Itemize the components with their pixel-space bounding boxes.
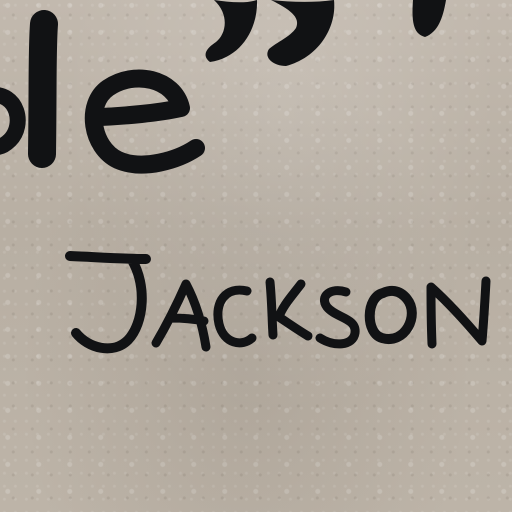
jackson-letter-c <box>218 290 252 343</box>
jackson-letter-s <box>320 291 355 344</box>
jackson-letter-a <box>156 284 206 347</box>
jackson-letter-k <box>270 282 308 336</box>
cropped-ink-mark <box>413 0 447 37</box>
top-partial-b <box>0 95 18 147</box>
jackson-letter-j <box>70 256 146 348</box>
closing-quote-right <box>267 0 334 66</box>
jackson-letter-o <box>370 291 412 339</box>
top-letter-l <box>42 24 44 154</box>
top-letter-e <box>94 78 196 164</box>
jackson-letter-n <box>431 281 486 344</box>
closing-quote-left <box>206 0 257 62</box>
